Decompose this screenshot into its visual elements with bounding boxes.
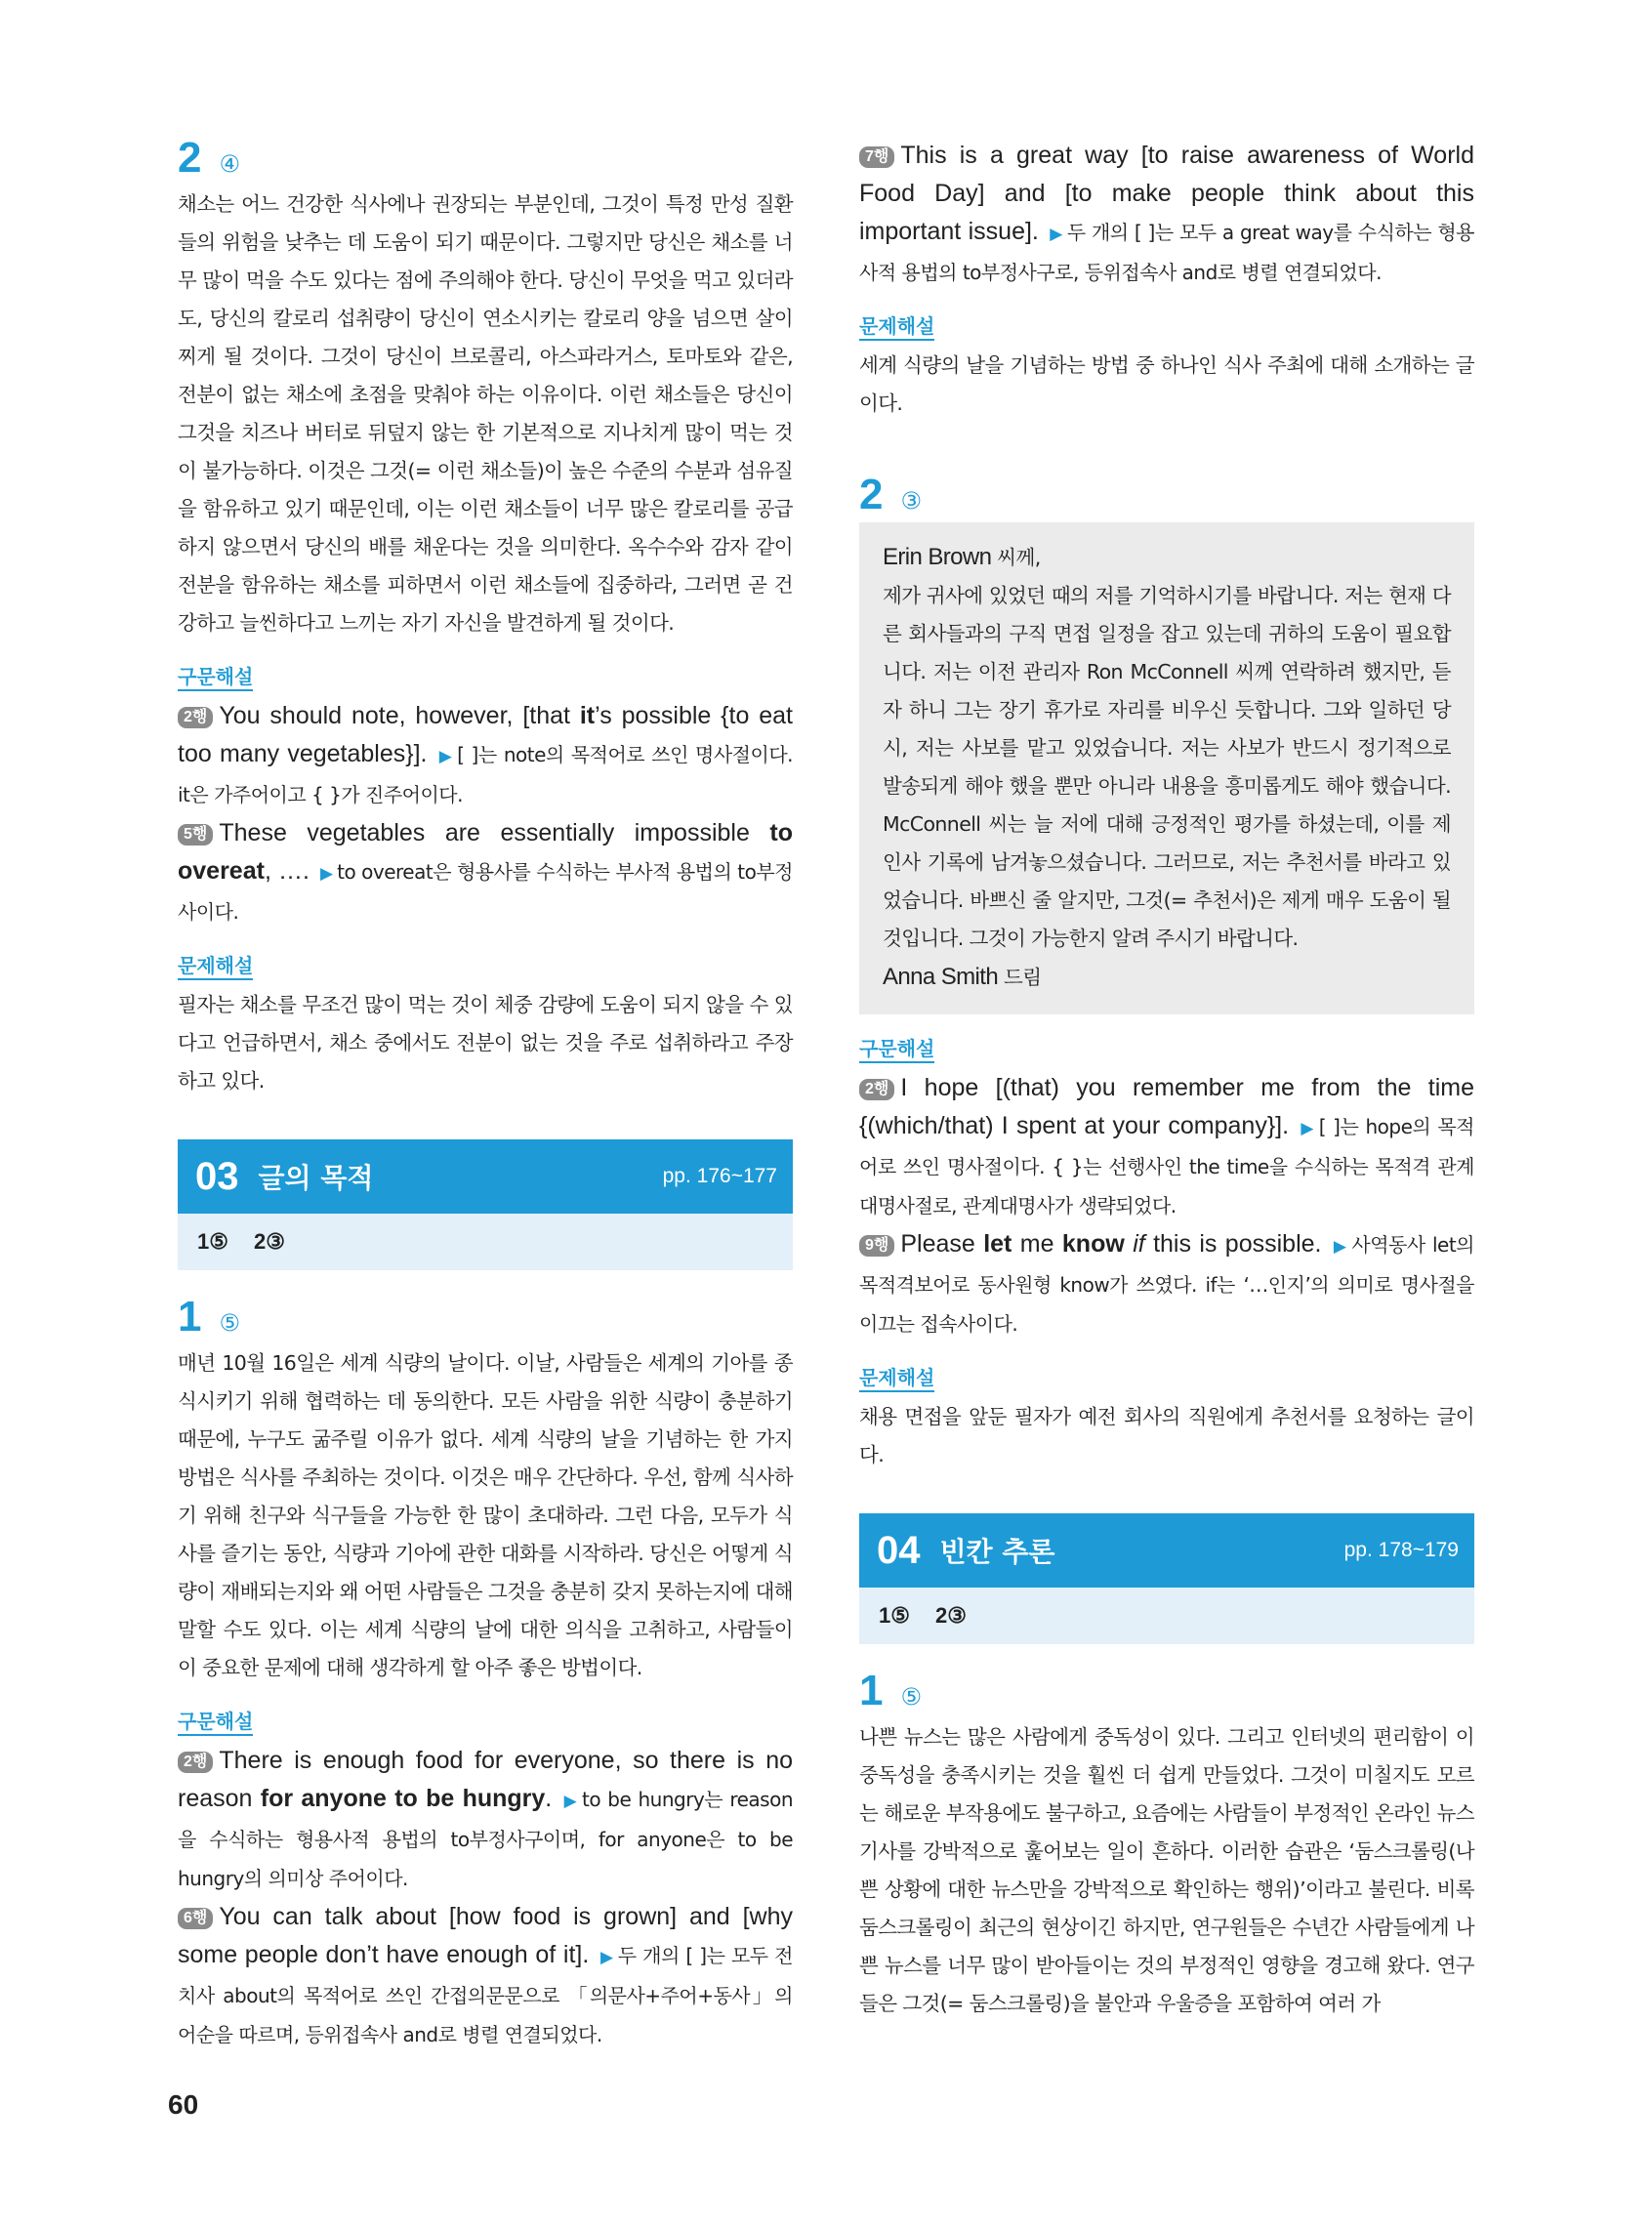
- answer-key-item: 1⑤: [879, 1603, 910, 1628]
- line-tag: 5행: [178, 824, 213, 846]
- example-sentence: These vegetables are essentially impossible: [219, 819, 770, 846]
- grammar-explanation: to be hungry는 reason을 수식하는 형용사적 용법의 to부정사구이며, for anyone은 to be hungry의 의미상 주어이다.: [178, 1788, 793, 1890]
- grammar-note: [178, 1742, 793, 1898]
- grammar-explanation: to overeat은 형용사를 수식하는 부사적 용법의 to부정사이다.: [178, 860, 793, 924]
- answer-key-item: 2③: [934, 1603, 967, 1628]
- line-tag: 7행: [859, 146, 894, 168]
- example-sentence: [1125, 1230, 1133, 1258]
- page-range: pp. 178~179: [1343, 1539, 1459, 1561]
- example-sentence: There is enough food for everyone, so there is no reason: [178, 1747, 793, 1812]
- answer-key-item: 2③: [253, 1229, 285, 1254]
- comment-text: 필자는 채소를 무조건 많이 먹는 것이 체중 감량에 도움이 되지 않을 수 있다고 언급하면서, 채소 중에서도 전분이 없는 것을 주로 섭취하라고 주장하고 있다.: [178, 993, 793, 1093]
- question-number: 2: [178, 134, 202, 182]
- answer-heading: [859, 1667, 1474, 1714]
- line-tag: 6행: [178, 1908, 213, 1929]
- page-number: 60: [168, 2089, 199, 2120]
- question-number: 2: [859, 471, 884, 518]
- example-bold: know: [1061, 1230, 1125, 1258]
- example-sentence: .: [545, 1785, 553, 1812]
- example-sentence: this is possible.: [1144, 1230, 1322, 1258]
- triangle-arrow-icon: ▶: [1050, 225, 1063, 243]
- triangle-arrow-icon: ▶: [1301, 1119, 1315, 1137]
- letter-closing: [883, 958, 1451, 997]
- example-sentence: You should note, however, [that: [219, 702, 580, 729]
- grammar-explanation: 사역동사 let의 목적격보어로 동사원형 know가 쓰였다. if는 ‘…인지’의 의미로 명사절을 이끄는 접속사이다.: [859, 1233, 1474, 1336]
- section-number: 04: [877, 1528, 921, 1572]
- comment-text: 세계 식량의 날을 기념하는 방법 중 하나인 식사 주최에 대해 소개하는 글이다.: [859, 353, 1474, 415]
- example-bold: let: [983, 1230, 1012, 1258]
- triangle-arrow-icon: ▶: [1333, 1237, 1348, 1256]
- letter-body: 제가 귀사에 있었던 때의 저를 기억하시기를 바랍니다. 저는 현재 다른 회사들과의 구직 면접 일정을 잡고 있는데 귀하의 도움이 필요합니다. 저는 이전 관리자 Ron McConnell 씨께 연락하려 했지만, 듣자 하니 그는 장기 휴가로 자리를 비우신 듯합니다. 그와 일하던 당시, 저는 사보를 맡고 있었습니다. 저는 사보가 반드시 정기적으로 발송되게 해야 했을 뿐만 아니라 내용을 흥미롭게도 해야 했습니다. McConnell 씨는 늘 저에 대해 긍정적인 평가를 하셨는데, 이를 제 인사 기록에 남겨놓으셨습니다. 그러므로, 저는 추천서를 바라고 있었습니다. 바쁘신 줄 알지만, 그것(= 추천서)은 제게 매우 도움이 될 것입니다. 그것이 가능한지 알려 주시기 바랍니다.: [883, 584, 1451, 950]
- line-tag: 2행: [178, 1752, 213, 1773]
- section-title: 빈칸 추론: [939, 1536, 1055, 1568]
- sender-name: Anna Smith: [883, 964, 999, 990]
- grammar-explanation: 두 개의 [ ]는 모두 a great way를 수식하는 형용사적 용법의 to부정사구로, 등위접속사 and로 병렬 연결되었다.: [859, 221, 1474, 284]
- example-bold: to overeat: [178, 819, 793, 885]
- section-title: 글의 목적: [258, 1162, 374, 1194]
- answer-heading: [178, 134, 793, 182]
- answer-key-row: [859, 1588, 1474, 1644]
- comment-label: 문제해설: [859, 313, 934, 341]
- grammar-label: 구문해설: [859, 1036, 934, 1063]
- example-sentence: I hope [(that) you remember me from the time {(which/that) I spent at your company}].: [859, 1074, 1474, 1139]
- grammar-note: [859, 137, 1474, 292]
- line-tag: 2행: [178, 707, 213, 728]
- grammar-explanation: [ ]는 note의 목적어로 쓰인 명사절이다. it은 가주어이고 { }가 진주어이다.: [178, 743, 793, 806]
- section-banner: [859, 1513, 1474, 1588]
- answer-choice: ⑤: [900, 1683, 922, 1711]
- triangle-arrow-icon: ▶: [319, 864, 334, 883]
- triangle-arrow-icon: ▶: [599, 1948, 614, 1966]
- answer-choice: ③: [900, 487, 922, 515]
- translation-text: 매년 10월 16일은 세계 식량의 날이다. 이날, 사람들은 세계의 기아를 종식시키기 위해 협력하는 데 동의한다. 모든 사람을 위한 식량이 충분하기 때문에, 누구도 굶주릴 이유가 없다. 세계 식량의 날을 기념하는 한 가지 방법은 식사를 주최하는 것이다. 이것은 매우 간단하다. 우선, 함께 식사하기 위해 친구와 식구들을 가능한 한 많이 초대하라. 그런 다음, 모두가 식사를 즐기는 동안, 식량과 기아에 관한 대화를 시작하라. 당신은 어떻게 식량이 재배되는지와 왜 어떤 사람들은 그것을 충분히 갖지 못하는지에 대해 말할 수도 있다. 이는 세계 식량의 날에 대한 의식을 고취하고, 사람들이 이 중요한 문제에 대해 생각하게 할 아주 좋은 방법이다.: [178, 1351, 793, 1679]
- grammar-note: [859, 1225, 1474, 1343]
- comment-label: 문제해설: [178, 953, 253, 980]
- answer-key-row: [178, 1214, 793, 1270]
- example-sentence: ’s possible {to eat too many vegetables}].: [178, 702, 793, 767]
- comment-text: 채용 면접을 앞둔 필자가 예전 회사의 직원에게 추천서를 요청하는 글이다.: [859, 1405, 1474, 1466]
- triangle-arrow-icon: ▶: [563, 1792, 578, 1810]
- question-number: 1: [859, 1667, 884, 1714]
- example-italic: if: [1133, 1230, 1145, 1258]
- translation-text: 나쁜 뉴스는 많은 사람에게 중독성이 있다. 그리고 인터넷의 편리함이 이 중독성을 충족시키는 것을 훨씬 더 쉽게 만들었다. 그것이 미칠지도 모르는 해로운 부작용에도 불구하고, 요즘에는 사람들이 부정적인 온라인 뉴스 기사를 강박적으로 훑어보는 일이 흔하다. 이러한 습관은 ‘둠스크롤링(나쁜 상황에 대한 뉴스만을 강박적으로 확인하는 행위)’이라고 불린다. 비록 둠스크롤링이 최근의 현상이긴 하지만, 연구원들은 수년간 사람들에게 나쁜 뉴스를 너무 많이 받아들이는 것의 부정적인 영향을 경고해 왔다. 연구들은 그것(= 둠스크롤링)을 불안과 우울증을 포함하여 여러 가: [859, 1725, 1474, 2015]
- answer-key-item: 1⑤: [197, 1229, 228, 1254]
- answer-heading: [178, 1293, 793, 1341]
- grammar-note: [178, 814, 793, 931]
- grammar-note: [178, 697, 793, 814]
- example-sentence: This is a great way [to raise awareness of World Food Day] and [to make people think about this important issue].: [859, 142, 1474, 245]
- translation-text: 채소는 어느 건강한 식사에나 권장되는 부분인데, 그것이 특정 만성 질환들의 위험을 낮추는 데 도움이 되기 때문이다. 그렇지만 당신은 채소를 너무 많이 먹을 수도 있다는 점에 주의해야 한다. 당신이 무엇을 먹고 있더라도, 당신의 칼로리 섭취량이 당신이 연소시키는 칼로리 양을 넘으면 살이 찌게 될 것이다. 그것이 당신이 브로콜리, 아스파라거스, 토마토와 같은, 전분이 없는 채소에 초점을 맞춰야 하는 이유이다. 이런 채소들은 당신이 그것을 치즈나 버터로 뒤덮지 않는 한 기본적으로 지나치게 많이 먹는 것이 불가능하다. 이것은 그것(= 이런 채소들)이 높은 수준의 수분과 섬유질을 함유하고 있기 때문인데, 이는 이런 채소들이 너무 많은 칼로리를 공급하지 않으면서 당신의 배를 채운다는 것을 의미한다. 옥수수와 감자 같이 전분을 함유하는 채소를 피하면서 이런 채소들에 집중하라, 그러면 곧 건강하고 늘씬하다고 느끼는 자기 자신을 발견하게 될 것이다.: [178, 192, 793, 635]
- example-bold: for anyone to be hungry: [260, 1785, 546, 1812]
- answer-choice: ⑤: [219, 1309, 240, 1337]
- example-sentence: You can talk about [how food is grown] and [why some people don’t have enough of it].: [178, 1903, 793, 1968]
- grammar-note: [178, 1898, 793, 2054]
- example-sentence: Please: [900, 1230, 984, 1258]
- grammar-explanation: 두 개의 [ ]는 모두 전치사 about의 목적어로 쓰인 간접의문문으로 「의문사+주어+동사」의 어순을 따르며, 등위접속사 and로 병렬 연결되었다.: [178, 1944, 793, 2046]
- section-number: 03: [195, 1154, 239, 1198]
- example-sentence: me: [1012, 1230, 1062, 1258]
- section-banner: [178, 1139, 793, 1214]
- grammar-note: [859, 1069, 1474, 1225]
- closing-suffix: 드림: [998, 966, 1042, 989]
- grammar-label: 구문해설: [178, 664, 253, 691]
- salutation-suffix: 씨께,: [991, 546, 1041, 569]
- page-range: pp. 176~177: [662, 1165, 777, 1187]
- question-number: 1: [178, 1293, 202, 1341]
- comment-label: 문제해설: [859, 1365, 934, 1392]
- triangle-arrow-icon: ▶: [438, 747, 454, 765]
- letter-salutation: [883, 538, 1451, 577]
- right-column: [859, 137, 1474, 2023]
- letter-box: [859, 522, 1474, 1014]
- example-sentence: , ….: [264, 857, 310, 885]
- line-tag: 9행: [859, 1235, 894, 1257]
- grammar-explanation: [ ]는 hope의 목적어로 쓰인 명사절이다. { }는 선행사인 the time을 수식하는 목적격 관계대명사절로, 관계대명사가 생략되었다.: [859, 1115, 1474, 1218]
- line-tag: 2행: [859, 1079, 894, 1100]
- answer-choice: ④: [219, 150, 240, 178]
- example-bold: it: [579, 702, 596, 729]
- answer-heading: [859, 471, 1474, 518]
- left-column: [178, 134, 793, 2054]
- recipient-name: Erin Brown: [883, 544, 992, 570]
- grammar-label: 구문해설: [178, 1709, 253, 1736]
